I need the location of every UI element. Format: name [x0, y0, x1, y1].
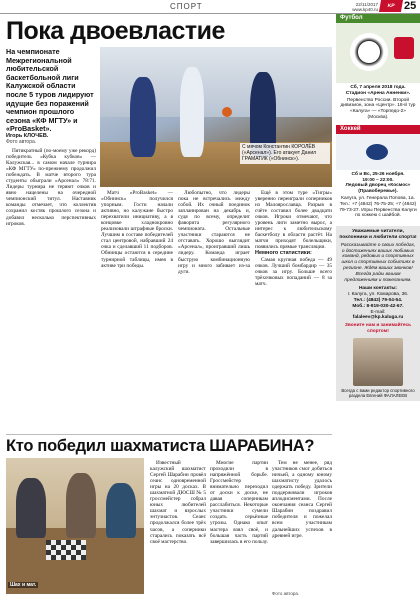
date-text: 22/11/2017 — [355, 2, 378, 7]
football-header: Футбол — [336, 14, 420, 23]
phone1-text: Тел.: (4842) 79-04-54. — [353, 297, 403, 303]
article2-col1-text: Известный калужский шахматист Сергей Шарабин провёл сеанс одновременной игры на 20 досках. В шахматной ДЮСШ № 5 гроссмейстер собрал юных любителей шахмат и взрослых энтузиастов. Сеанс продолжался более трёх часов, а соперники старались показать всё своё мастерство. — [150, 460, 206, 545]
site-text: www.kp40.ru — [352, 7, 378, 12]
email-link[interactable]: falaleev@kp.kaluga.ru — [352, 315, 404, 321]
article2-column-3 — [272, 460, 332, 590]
chess-player-2 — [66, 473, 96, 538]
sidebar — [336, 14, 420, 600]
player-left — [130, 77, 156, 157]
header-date — [338, 2, 378, 12]
contacts-label: Наши контакты: — [358, 286, 398, 292]
article1-column-4 — [255, 190, 332, 433]
hockey-date: Сб и Вс, 25-26 ноября. — [351, 171, 405, 177]
chess-photo-caption: Шах и мат. — [10, 582, 37, 588]
hockey-puck-icon — [366, 144, 388, 160]
hockey-venue: Ледовый дворец «Космос» (Правобережье). — [345, 183, 411, 195]
football-venue: Стадион «Арена Анненки». — [345, 90, 411, 96]
hockey-text: Калуга, ул. Генерала Попова, 1а. Тел.: +7 (4842) 76-75-25; +7 (4842) 79-73-27. Игры Первенства Калуги по хоккею с шайбой. — [339, 195, 417, 219]
hockey-header: Хоккей — [336, 125, 420, 134]
football-icon — [350, 33, 388, 71]
section-name: СПОРТ — [170, 2, 203, 11]
chessboard-icon — [46, 540, 86, 560]
chess-player-1 — [16, 478, 46, 538]
hockey-image — [336, 134, 420, 170]
stats-title: Немного статистики: — [255, 250, 312, 257]
player-center — [180, 67, 204, 157]
stats-text: Самая крупная победа — 49 очков. Лучший бомбардир — 35 очков за игру. Больше всего трёхочковых попаданий — 8 за матч. — [255, 256, 332, 287]
article2-photo-credit: Фото автора. — [272, 591, 300, 596]
club-crest-icon — [394, 37, 414, 59]
email-label: E-mail: — [370, 309, 386, 315]
article1-author: Игорь КЛОЧЕВ. — [6, 133, 49, 139]
phone2-text: Моб.: 8-919-030-42-67. — [352, 303, 404, 309]
readers-text: Рассказывайте о своих победах, о достижениях ваших любимых команд, рядовых и спортивных школ и спортивных событиях в регионе. Ждём ваших звонков! Всегда рады вашим предложениям и пожеланиям. — [340, 242, 416, 283]
readers-box — [336, 226, 420, 401]
football-text: Первенство России. Второй дивизион, зона «Центр». 18-й тур «Калуга» — «Торпедо-2» (Москва). — [340, 97, 416, 120]
readers-title: Уважаемые читатели, поклонники и любители спорта! — [339, 229, 417, 240]
football-date: Сб, 7 апреля 2018 года. — [350, 85, 406, 90]
basketball-icon — [222, 107, 232, 117]
editor-photo — [353, 338, 403, 386]
editor-caption: Всегда с вами редактор спортивного раздела Евгений ФАЛАЛЕЕВ — [341, 387, 415, 398]
chess-photo — [6, 458, 144, 594]
article1-photo-credit: Фото автора. — [6, 139, 37, 145]
newspaper-logo: KP — [379, 0, 403, 12]
article1-col2-text: Матч «ProBasket» — «Обнинск» получился упорным. Гости начали активно, но калужане быстро перехватили инициативу, а в концовке хладнокровно реализовали штрафные броски. Лучшим в составе победителей стал центровой, набравший 24 очка и сделавший 11 подборов. Обнинцы остаются в середине турнирной таблицы, имея в активе три победы. — [101, 190, 173, 269]
article1-col3-text: Любопытно, что лидеры пока не встречались между собой. Их очный поединок запланирован на декабрь и, судя по всему, определит фаворита регулярного чемпионата. Остальные участники стараются не отставать. Хорошо выглядит «Арсенал», проигравший лишь лидеру. Команда играет быструю комбинационную игру и много забивает из-за дуги. — [178, 190, 250, 275]
article1-lead: На чемпионате Межрегиональной любительской баскетбольной лиги Калужской области после 5 туров лидируют идущие без поражений чемпион прошлого сезона «КФ МГТУ» и «ProBasket». — [6, 47, 94, 134]
article2-column-1 — [150, 460, 206, 598]
chess-player-3 — [106, 483, 136, 538]
article1-title: Пока двоевластие — [6, 17, 225, 45]
basketball-photo-caption: С мячом Константин КОРОЛЁВ («Арсенал»). Его атакует Данил ГРАМАТИК («Обнинск»). — [240, 143, 330, 164]
article2-col3-text: Тем не менее, ряд участников смог добиться ничьей, а одному юному шахматисту удалось одержать победу. Зрители поддерживали игроков аплодисментами. После окончания сеанса Сергей Шарабин поздравил победителя и пожелал всем участникам дальнейших успехов в древней игре. — [272, 460, 332, 539]
article1-col1-text: Пятикратный (по-моему уже рекорд) победитель «Кубка кубков» — Калужская... в самом начале турнира «КФ МГТУ» по-прежнему продолжил побеждать. В матче второго тура студенты обыграли «Арсенал» 78:71. Лидеры турнира не теряют очков и явно нацелены на очередной чемпионский титул. Наставник команды отмечает, что коллектив сохранил костяк прошлого сезона и добавил несколько перспективных игроков. — [6, 148, 96, 227]
article1-column-1 — [6, 148, 96, 433]
hockey-time: 19:00 – 22:00. — [362, 177, 394, 183]
article1-col4-text: Ещё в этом туре «Тигры» уверенно переиграли соперников из Малоярославца. Разрыв в счёте составил более двадцати очков. Игроки отмечают, что уровень лиги заметно вырос, а интерес к любительскому баскетболу в области растёт. На матчи приходят болельщики, появились прямые трансляции. — [255, 190, 332, 251]
football-image — [336, 23, 420, 83]
article2-column-2 — [210, 460, 268, 598]
article1-column-2 — [101, 190, 173, 433]
article-divider — [6, 434, 332, 435]
article2-title: Кто победил шахматиста ШАРАБИНА? — [6, 437, 315, 455]
call-title: Звоните нам и занимайтесь спортом! — [344, 323, 412, 334]
page-number: 25 — [404, 0, 417, 12]
article1-column-3 — [178, 190, 250, 433]
address-text: г. Калуга, ул. Комарова, 36. — [347, 292, 409, 298]
basketball-photo — [100, 47, 332, 187]
article2-col2-text: Многие партии проходили в напряжённой борьбе. Гроссмейстер внимательно переходил от доски к доске, не давая соперникам расслабиться. Некоторые участники сумели создать серьёзные угрозы. Однако опыт мастера взял своё, и большая часть партий завершилась в его пользу. — [210, 460, 268, 545]
